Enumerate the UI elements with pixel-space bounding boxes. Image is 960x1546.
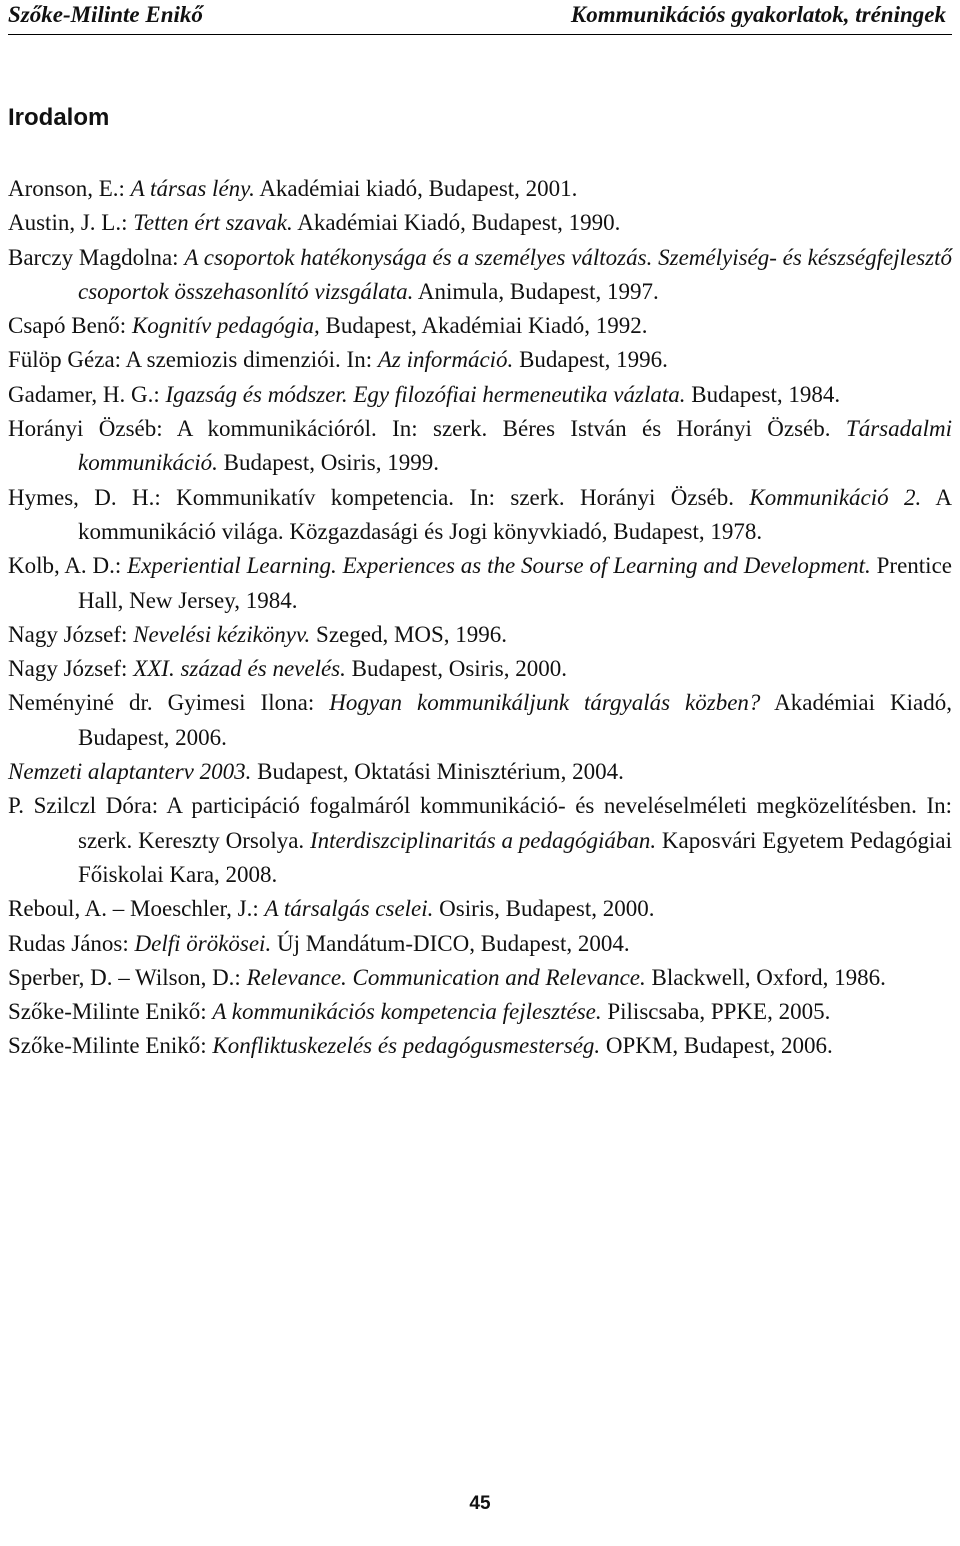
reference-entry (8, 481, 952, 550)
reference-title: Az információ. (377, 347, 514, 373)
reference-entry (8, 995, 952, 1029)
reference-title: XXI. század és nevelés. (133, 656, 346, 682)
reference-entry (8, 1029, 952, 1063)
reference-text: Szőke-Milinte Enikő: (8, 1033, 213, 1059)
reference-text: Horányi Özséb: A kommunikációról. In: szerk. Béres István és Horányi Özséb. (8, 416, 846, 442)
reference-title: Kognitív pedagógia, (131, 313, 320, 339)
reference-entry (8, 241, 952, 310)
reference-text: Rudas János: (8, 930, 135, 956)
reference-text: Budapest, Oktatási Minisztérium, 2004. (251, 759, 624, 785)
reference-title: Nemzeti alaptanterv 2003. (8, 759, 252, 785)
reference-entry (8, 927, 952, 961)
page-number: 45 (469, 1493, 491, 1514)
reference-text: Osiris, Budapest, 2000. (433, 896, 655, 922)
reference-text: Budapest, 1996. (513, 347, 668, 373)
reference-text: P. Szilczl Dóra: A participáció fogalmáról kommunikáció- és neveléselméleti megközelítésben. In: szerk. Kereszty Orsolya. (8, 793, 952, 853)
reference-entry (8, 309, 952, 343)
reference-entry (8, 652, 952, 686)
reference-entry (8, 378, 952, 412)
reference-text: Austin, J. L.: (8, 210, 134, 236)
reference-title: Nevelési kézikönyv. (133, 621, 311, 647)
reference-entry (8, 686, 952, 755)
reference-title: Delfi örökösei. (134, 930, 272, 956)
reference-text: Új Mandátum-DICO, Budapest, 2004. (271, 930, 630, 956)
reference-text: Szőke-Milinte Enikő: (8, 999, 213, 1025)
reference-title: Tetten ért szavak. (133, 210, 293, 236)
reference-text: Blackwell, Oxford, 1986. (645, 964, 886, 990)
page-header (8, 0, 952, 35)
header-book-title: Kommunikációs gyakorlatok, tréningek (570, 2, 946, 27)
reference-text: Reboul, A. – Moeschler, J.: (8, 896, 265, 922)
reference-text: Akadémiai kiadó, Budapest, 2001. (254, 176, 578, 201)
reference-title: Kommunikáció 2. (749, 484, 922, 510)
reference-title: Társadalmi kommunikáció. (78, 416, 952, 476)
reference-title: Relevance. Communication and Relevance. (246, 964, 646, 990)
reference-title: A társas lény. (130, 176, 255, 201)
section-title: Irodalom (8, 104, 110, 131)
header-author: Szőke-Milinte Enikő (8, 2, 203, 27)
reference-text: Budapest, Osiris, 1999. (217, 450, 439, 476)
reference-entry (8, 206, 952, 240)
reference-text: Nagy József: (8, 656, 134, 682)
reference-entry (8, 549, 952, 618)
reference-title: Konfliktuskezelés és pedagógusmesterség. (212, 1033, 601, 1059)
reference-list (8, 172, 952, 1064)
reference-text: OPKM, Budapest, 2006. (600, 1033, 833, 1059)
reference-title: Igazság és módszer. Egy filozófiai hermeneutika vázlata. (165, 381, 686, 407)
reference-text: Piliscsaba, PPKE, 2005. (601, 999, 831, 1025)
reference-text: Akadémiai Kiadó, Budapest, 2006. (78, 690, 952, 750)
reference-entry (8, 789, 952, 892)
reference-text: Kolb, A. D.: (8, 553, 128, 579)
reference-text: Neményiné dr. Gyimesi Ilona: (8, 690, 330, 716)
reference-text: Akadémiai Kiadó, Budapest, 1990. (292, 210, 621, 236)
reference-text: Gadamer, H. G.: (8, 381, 166, 407)
reference-entry (8, 755, 952, 789)
reference-entry (8, 343, 952, 377)
reference-text: Kaposvári Egyetem Pedagógiai Főiskolai Kara, 2008. (78, 827, 952, 887)
reference-text: Aronson, E.: (8, 176, 131, 201)
reference-text: Animula, Budapest, 1997. (413, 278, 659, 304)
reference-text: Fülöp Géza: A szemiozis dimenziói. In: (8, 347, 378, 373)
reference-text: A kommunikáció világa. Közgazdasági és Jogi könyvkiadó, Budapest, 1978. (78, 484, 953, 544)
reference-text: Budapest, Osiris, 2000. (345, 656, 567, 682)
reference-title: A csoportok hatékonysága és a személyes változás. Személyiség- és készségfejlesztő csoportok összehasonlító vizsgálata. (78, 244, 952, 304)
reference-title: Hogyan kommunikáljunk tárgyalás közben? (329, 690, 761, 716)
reference-text: Prentice Hall, New Jersey, 1984. (78, 553, 952, 613)
reference-title: A társalgás cselei. (264, 896, 434, 922)
reference-text: Barczy Magdolna: (8, 244, 185, 270)
reference-entry (8, 172, 952, 206)
reference-text: Nagy József: (8, 621, 134, 647)
reference-text: Sperber, D. – Wilson, D.: (8, 964, 247, 990)
reference-text: Budapest, Akadémiai Kiadó, 1992. (319, 313, 648, 339)
reference-text: Hymes, D. H.: Kommunikatív kompetencia. In: szerk. Horányi Özséb. (8, 484, 750, 510)
reference-entry (8, 961, 952, 995)
reference-text: Csapó Benő: (8, 313, 132, 339)
reference-entry (8, 618, 952, 652)
reference-text: Szeged, MOS, 1996. (310, 621, 508, 647)
reference-title: Interdiszciplinaritás a pedagógiában. (309, 827, 657, 853)
reference-title: A kommunikációs kompetencia fejlesztése. (212, 999, 602, 1025)
reference-title: Experiential Learning. Experiences as the Sourse of Learning and Development. (127, 553, 871, 579)
reference-entry (8, 892, 952, 926)
reference-entry (8, 412, 952, 481)
reference-text: Budapest, 1984. (685, 381, 841, 407)
